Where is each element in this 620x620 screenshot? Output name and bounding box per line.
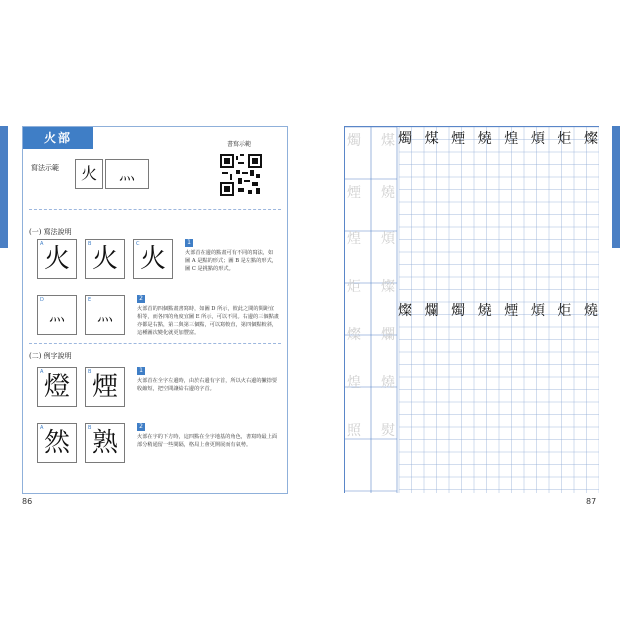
demo-glyph-1: 火 — [80, 164, 97, 183]
left-edge-tab — [0, 126, 8, 248]
part2-box-c — [37, 423, 77, 463]
qr-label: 書寫示範 — [227, 141, 252, 148]
part1-box-c — [133, 239, 173, 279]
trace-row-5 — [347, 324, 395, 344]
part1-note-number-2: 2 — [137, 295, 145, 303]
demo-box-1 — [75, 159, 103, 189]
trace-row-1 — [347, 130, 395, 150]
practice-row-2-char-7: 炬 — [557, 303, 572, 319]
left-page-panel — [22, 126, 288, 494]
trace-char-6-2: 燒 — [381, 375, 395, 391]
trace-char-1-2: 煤 — [381, 133, 395, 149]
practice-row-2-char-4: 燒 — [477, 303, 492, 319]
part2-glyph-b: 煙 — [91, 372, 118, 402]
part1-glyph-e: 灬 — [96, 305, 113, 324]
practice-row-1-char-8: 燦 — [583, 131, 598, 147]
practice-row-1-char-1: 燭 — [398, 131, 412, 147]
practice-row-1-char-7: 炬 — [557, 131, 572, 147]
section-title: 火部 — [23, 127, 93, 149]
part2-heading: (二) 例字說明 — [29, 352, 72, 360]
part2-letter-c: A — [40, 425, 44, 431]
part2-letter-a: A — [40, 369, 44, 375]
part1-glyph-a: 火 — [43, 244, 70, 274]
divider-1 — [29, 209, 281, 210]
left-page-number: 86 — [22, 497, 33, 506]
practice-row-1-char-4: 燒 — [477, 131, 492, 147]
part2-letter-b: B — [88, 369, 92, 375]
practice-row-2-char-5: 煙 — [504, 303, 519, 319]
trace-char-3-1: 煌 — [347, 231, 361, 247]
divider-2 — [29, 343, 281, 344]
right-page-number: 87 — [586, 497, 597, 506]
part1-glyph-c: 火 — [139, 244, 166, 274]
trace-row-3 — [347, 228, 395, 248]
calligraphy-demo-label: 寫法示範 — [31, 164, 59, 172]
part1-note-2: 火部首的四個點畫書寫時，如圖 D 所示，彼此之間的間距宜相等，而各四的角度宜圖 E 所示，可以不同。右邊的三個點畫亦都是右點，第二與第三個點，可以寫較直，第四個點較斜，這種圖次變化就更加豐富。 — [137, 306, 279, 336]
part2-note-number: 1 — [137, 367, 145, 375]
trace-char-5-1: 燦 — [347, 327, 361, 343]
trace-char-4-1: 炬 — [347, 279, 361, 295]
trace-char-4-2: 燦 — [381, 279, 395, 295]
practice-row-1-char-6: 煩 — [530, 131, 545, 147]
trace-row-6 — [347, 372, 395, 392]
part2-note-number-2: 2 — [137, 423, 145, 431]
practice-row-2-char-3: 燭 — [451, 303, 466, 319]
practice-row-2-char-2: 爛 — [424, 303, 439, 319]
part1-letter-e: E — [88, 297, 92, 303]
trace-char-2-1: 煙 — [347, 185, 361, 201]
part1-letter-c: C — [136, 241, 140, 247]
trace-char-5-2: 爛 — [381, 327, 395, 343]
part2-letter-d: B — [88, 425, 92, 431]
part1-box-d — [37, 295, 77, 335]
trace-row-7 — [347, 420, 395, 440]
trace-char-7-1: 照 — [347, 423, 361, 439]
practice-row-2 — [398, 300, 598, 320]
qr-code-icon[interactable] — [220, 154, 262, 196]
trace-row-2 — [347, 182, 395, 202]
part2-box-b — [85, 367, 125, 407]
part1-heading: (一) 寫法說明 — [29, 228, 72, 236]
demo-glyph-2: 灬 — [118, 164, 135, 183]
part1-letter-d: D — [40, 297, 44, 303]
part1-glyph-b: 火 — [91, 244, 118, 274]
practice-row-1-char-3: 煙 — [451, 131, 466, 147]
trace-char-2-2: 燒 — [381, 185, 395, 201]
part2-box-a — [37, 367, 77, 407]
practice-row-2-char-1: 燦 — [398, 303, 412, 319]
trace-row-4 — [347, 276, 395, 296]
practice-row-1-char-5: 煌 — [504, 131, 519, 147]
part1-box-b — [85, 239, 125, 279]
trace-char-7-2: 熨 — [381, 423, 395, 439]
trace-char-6-1: 煌 — [347, 375, 361, 391]
part1-letter-b: B — [88, 241, 92, 247]
practice-row-1 — [398, 128, 598, 148]
part1-box-a — [37, 239, 77, 279]
part1-glyph-d: 灬 — [48, 305, 65, 324]
demo-box-2 — [105, 159, 149, 189]
practice-row-1-char-2: 煤 — [424, 131, 439, 147]
part1-letter-a: A — [40, 241, 44, 247]
part2-glyph-c: 然 — [43, 428, 70, 458]
part2-glyph-a: 燈 — [43, 372, 70, 402]
part1-note-number: 1 — [185, 239, 193, 247]
right-edge-tab — [612, 126, 620, 248]
part2-note: 火部首在全字左邊時，由於右邊有字首，所以火右邊的撇捺要收縮短，把空間讓給右邊的字首。 — [137, 378, 278, 392]
trace-char-3-2: 煩 — [381, 231, 395, 247]
part2-box-d — [85, 423, 125, 463]
practice-row-2-char-6: 煩 — [530, 303, 545, 319]
practice-row-2-char-8: 燒 — [583, 303, 598, 319]
part2-note-2: 火部在字的下方時，這四點在全字地基的角色，書寫時最上面部分稍通留一些間隔，格局上會更開展而有氣勢。 — [137, 434, 278, 448]
part1-box-e — [85, 295, 125, 335]
trace-char-1-1: 燭 — [347, 133, 361, 149]
part1-note: 火部首在邊的點畫可有不同的寫法，如圖 A 是點的形式；圖 B 是左點的形式，圖 C 是挑點的形式。 — [185, 250, 277, 272]
part2-glyph-d: 熟 — [91, 428, 118, 458]
